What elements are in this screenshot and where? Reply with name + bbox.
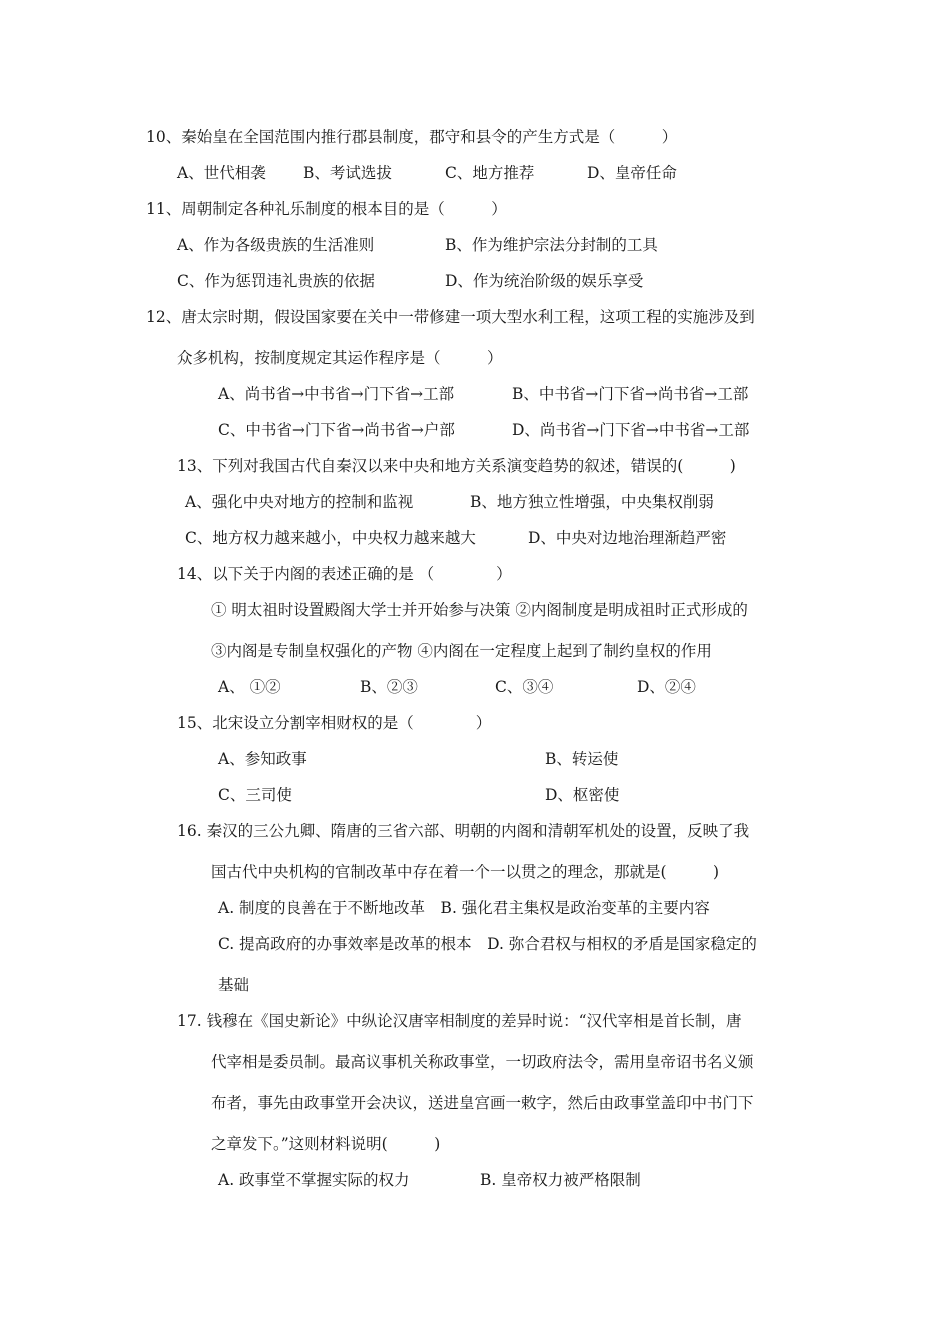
question-11-option-d: D、作为统治阶级的娱乐享受 [445, 272, 644, 290]
question-16-options-line-2: C. 提高政府的办事效率是改革的根本 D. 弥合君权与相权的矛盾是国家稳定的 [218, 935, 757, 953]
question-12-option-a: A、尚书省→中书省→门下省→工部 [218, 385, 455, 403]
question-10-stem: 10、秦始皇在全国范围内推行郡县制度，郡守和县令的产生方式是（ ） [146, 128, 678, 146]
question-12-stem-line-2: 众多机构，按制度规定其运作程序是（ ） [177, 349, 503, 367]
question-12-stem-line-1: 12、唐太宗时期，假设国家要在关中一带修建一项大型水利工程，这项工程的实施涉及到 [146, 308, 755, 326]
question-14-statements-line-2: ③内阁是专制皇权强化的产物 ④内阁在一定程度上起到了制约皇权的作用 [211, 642, 712, 660]
question-16-stem-line-1: 16. 秦汉的三公九卿、隋唐的三省六部、明朝的内阁和清朝军机处的设置，反映了我 [177, 822, 750, 840]
question-14-option-c: C、③④ [495, 678, 554, 696]
question-14-option-a: A、 ①② [218, 678, 281, 696]
question-13-option-d: D、中央对边地治理渐趋严密 [528, 529, 727, 547]
question-17-stem-line-3: 布者，事先由政事堂开会决议，送进皇宫画一敕字，然后由政事堂盖印中书门下 [211, 1094, 754, 1112]
question-17-option-a: A. 政事堂不掌握实际的权力 [218, 1171, 410, 1189]
question-11-option-b: B、作为维护宗法分封制的工具 [445, 236, 658, 254]
question-16-stem-line-2: 国古代中央机构的官制改革中存在着一个一以贯之的理念，那就是( ) [211, 863, 720, 881]
question-13-option-c: C、地方权力越来越小，中央权力越来越大 [185, 529, 476, 547]
question-15-option-a: A、参知政事 [218, 750, 307, 768]
question-13-option-a: A、强化中央对地方的控制和监视 [185, 493, 414, 511]
question-15-option-c: C、三司使 [218, 786, 292, 804]
question-15-stem: 15、北宋设立分割宰相财权的是（ ） [177, 714, 492, 732]
question-17-option-b: B. 皇帝权力被严格限制 [480, 1171, 641, 1189]
question-12-option-c: C、中书省→门下省→尚书省→户部 [218, 421, 455, 439]
question-12-option-b: B、中书省→门下省→尚书省→工部 [512, 385, 749, 403]
question-17-stem-line-2: 代宰相是委员制。最高议事机关称政事堂，一切政府法令，需用皇帝诏书名义颁 [211, 1053, 754, 1071]
question-11-option-a: A、作为各级贵族的生活准则 [177, 236, 375, 254]
question-13-stem: 13、下列对我国古代自秦汉以来中央和地方关系演变趋势的叙述，错误的( ) [177, 457, 736, 475]
question-11-stem: 11、周朝制定各种礼乐制度的根本目的是（ ） [146, 200, 507, 218]
question-13-option-b: B、地方独立性增强，中央集权削弱 [470, 493, 714, 511]
question-10-option-d: D、皇帝任命 [587, 164, 677, 182]
question-17-stem-line-4: 之章发下。”这则材料说明( ) [211, 1135, 441, 1153]
question-14-option-b: B、②③ [360, 678, 418, 696]
question-14-option-d: D、②④ [637, 678, 696, 696]
question-10-option-b: B、考试选拔 [303, 164, 392, 182]
question-15-option-b: B、转运使 [545, 750, 619, 768]
question-15-option-d: D、枢密使 [545, 786, 620, 804]
question-17-stem-line-1: 17. 钱穆在《国史新论》中纵论汉唐宰相制度的差异时说：“汉代宰相是首长制，唐 [177, 1012, 742, 1030]
question-14-statements-line-1: ① 明太祖时设置殿阁大学士并开始参与决策 ②内阁制度是明成祖时正式形成的 [211, 601, 748, 619]
question-10-option-c: C、地方推荐 [445, 164, 535, 182]
question-14-stem: 14、以下关于内阁的表述正确的是 （ ） [177, 565, 512, 583]
question-16-options-line-3: 基础 [218, 976, 250, 994]
question-16-options-line-1: A. 制度的良善在于不断地改革 B. 强化君主集权是政治变革的主要内容 [218, 899, 710, 917]
question-10-option-a: A、世代相袭 [177, 164, 266, 182]
question-11-option-c: C、作为惩罚违礼贵族的依据 [177, 272, 375, 290]
question-12-option-d: D、尚书省→门下省→中书省→工部 [512, 421, 750, 439]
